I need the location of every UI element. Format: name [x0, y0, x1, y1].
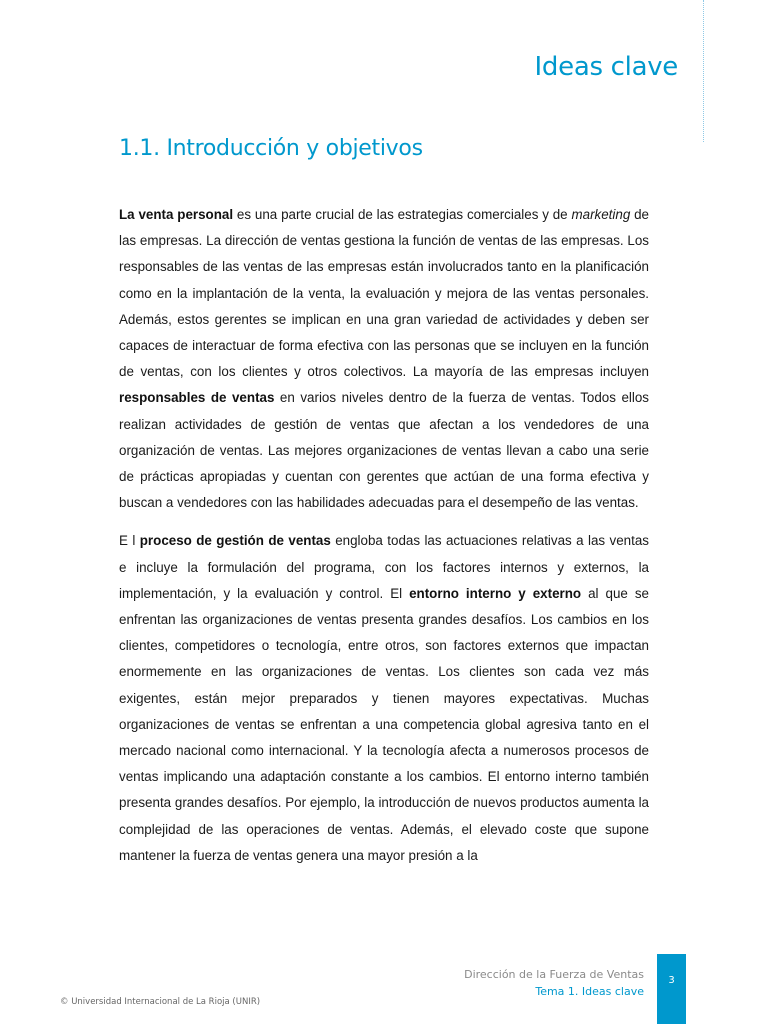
text-segment: E l: [119, 533, 140, 549]
text-segment: en varios niveles dentro de la fuerza de ventas. Todos ellos realizan actividades de gestión de ventas que afectan a los vendedores de una organización de ventas. Las mejores organizaciones de ventas llevan a cabo una serie de prácticas apropiadas y cuentan con gerentes que actúan de una forma efectiva y buscan a vendedores con las habilidades adecuadas para el desempeño de las ventas.: [119, 390, 649, 511]
text-segment: proceso de gestión de ventas: [139, 533, 331, 549]
footer-course-title: Dirección de la Fuerza de Ventas: [464, 968, 644, 981]
text-segment: La venta personal: [119, 207, 234, 222]
text-segment: de las empresas. La dirección de ventas gestiona la función de ventas de las empresas. Los responsables de las ventas de las empresas están involucrados tanto en la planificación como en la implantación de la venta, la evaluación y mejora de las ventas personales. Además, estos gerentes se implican en una gran variedad de actividades y deben ser capaces de interactuar de forma efectiva con las personas que se incluyen en la función de ventas, con los clientes y otros colectivos. La mayoría de las empresas incluyen: [119, 207, 649, 380]
paragraph: [119, 528, 649, 869]
page-number-box: [657, 954, 686, 1024]
footer-topic-title: Tema 1. Ideas clave: [535, 985, 644, 998]
text-segment: al que se enfrentan las organizaciones de ventas presenta grandes desafíos. Los cambios en los clientes, competidores o tecnología, entre otros, son factores externos que impactan enormemente en las organizaciones de ventas. Los clientes son cada vez más exigentes, están mejor preparados y tienen mayores expectativas. Muchas organizaciones de ventas se enfrentan a una competencia global agresiva tanto en el mercado nacional como internacional. Y la tecnología afecta a numerosos procesos de ventas implicando una adaptación constante a los cambios. El entorno interno también presenta grandes desafíos. Por ejemplo, la introducción de nuevos productos aumenta la complejidad de las operaciones de ventas. Además, el elevado coste que supone mantener la fuerza de ventas genera una mayor presión a la: [119, 585, 649, 863]
copyright-notice: © Universidad Internacional de La Rioja (UNIR): [60, 997, 261, 1007]
text-segment: marketing: [571, 207, 631, 222]
page-header-title: Ideas clave: [534, 52, 678, 82]
text-segment: es una parte crucial de las estrategias comerciales y de: [233, 207, 572, 222]
header-dotted-divider: [703, 0, 704, 142]
text-segment: responsables de ventas: [119, 390, 275, 406]
body-text: [119, 202, 649, 869]
section-title: 1.1. Introducción y objetivos: [119, 136, 423, 161]
paragraph: [119, 202, 649, 516]
text-segment: entorno interno y externo: [409, 585, 582, 601]
page-number: 3: [668, 975, 675, 986]
text-segment: engloba todas las actuaciones relativas a las ventas e incluye la formulación del programa, con los factores internos y externos, la implementación, y la evaluación y control. El: [119, 533, 649, 601]
